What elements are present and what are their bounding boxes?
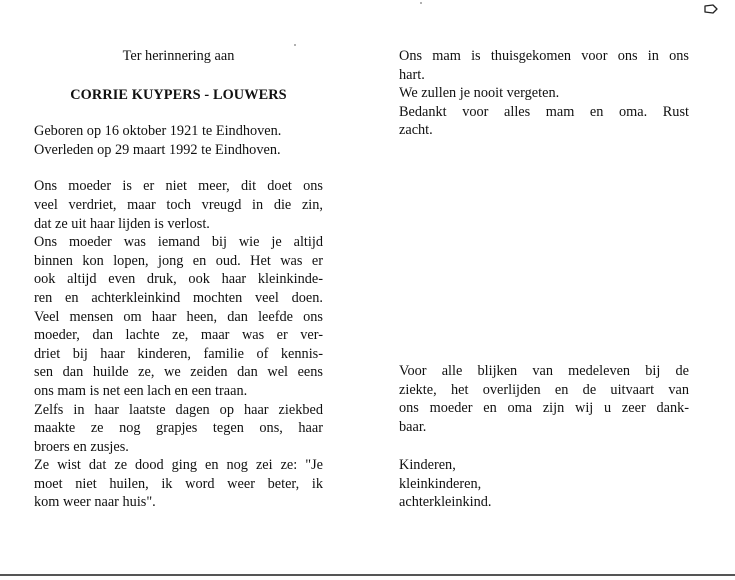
text-line: We zullen je nooit vergeten. bbox=[399, 85, 560, 102]
left-column bbox=[34, 47, 323, 512]
scan-speck bbox=[420, 2, 422, 4]
life-dates bbox=[34, 122, 323, 159]
text-line: veel verdriet, maar toch vreugd in die zin, bbox=[34, 196, 323, 213]
text-line: sen dan huilde ze, we zeiden dan wel eens bbox=[34, 364, 323, 381]
text-line: Ons moeder is er niet meer, dit doet ons bbox=[34, 178, 323, 195]
right-column bbox=[399, 47, 689, 140]
text-line: dat ze uit haar lijden is verlost. bbox=[34, 215, 210, 232]
text-line: binnen kon lopen, jong en oud. Het was er bbox=[34, 252, 323, 269]
text-line: ons moeder en oma zijn wij u zeer dank- bbox=[399, 400, 689, 417]
text-line: ook altijd even druk, ook haar kleinkinde- bbox=[34, 271, 323, 288]
text-line: Ons moeder was iemand bij wie je altijd bbox=[34, 234, 323, 251]
page-corner-icon bbox=[704, 4, 718, 14]
card-heading: Ter herinnering aan bbox=[122, 48, 235, 64]
text-line: Bedankt voor alles mam en oma. Rust bbox=[399, 103, 689, 120]
signature-line: kleinkinderen, bbox=[399, 475, 482, 492]
memorial-text bbox=[34, 177, 323, 512]
signature-block bbox=[399, 456, 689, 512]
text-line: Ons mam is thuisgekomen voor ons in ons bbox=[399, 48, 689, 64]
text-line: broers en zusjes. bbox=[34, 438, 129, 455]
text-line: kom weer naar huis". bbox=[34, 494, 156, 511]
text-line: moeder, dan lachte ze, maar was er ver- bbox=[34, 327, 323, 344]
text-line: ziekte, het overlijden en de uitvaart van bbox=[399, 381, 689, 398]
text-line: Voor alle blijken van medeleven bij de bbox=[399, 363, 689, 379]
condolence-text bbox=[399, 362, 689, 436]
text-line: moet niet huilen, ik word weer beter, ik bbox=[34, 475, 323, 492]
text-line: maakte ze nog grapjes tegen ons, haar bbox=[34, 420, 323, 437]
text-line: baar. bbox=[399, 418, 427, 435]
deceased-name: CORRIE KUYPERS - LOUWERS bbox=[70, 86, 287, 103]
text-line: zacht. bbox=[399, 122, 433, 139]
birth-line: Geboren op 16 oktober 1921 te Eindhoven. bbox=[34, 123, 282, 140]
text-line: driet bij haar kinderen, familie of kennis- bbox=[34, 345, 323, 362]
text-line: Veel mensen om haar heen, dan leefde ons bbox=[34, 308, 323, 325]
card-bottom-edge bbox=[0, 574, 735, 576]
text-line: Zelfs in haar laatste dagen op haar ziekbed bbox=[34, 401, 323, 418]
scan-speck bbox=[294, 44, 296, 46]
text-line: ren en achterkleinkind mochten veel doen. bbox=[34, 289, 323, 306]
death-line: Overleden op 29 maart 1992 te Eindhoven. bbox=[34, 141, 281, 158]
text-line: ons mam is net een lach en een traan. bbox=[34, 382, 248, 399]
poem-text bbox=[399, 47, 689, 140]
text-line: hart. bbox=[399, 66, 425, 83]
text-line: Ze wist dat ze dood ging en nog zei ze: "Je bbox=[34, 457, 323, 474]
signature-line: achterkleinkind. bbox=[399, 494, 492, 511]
signature-line: Kinderen, bbox=[399, 457, 456, 473]
